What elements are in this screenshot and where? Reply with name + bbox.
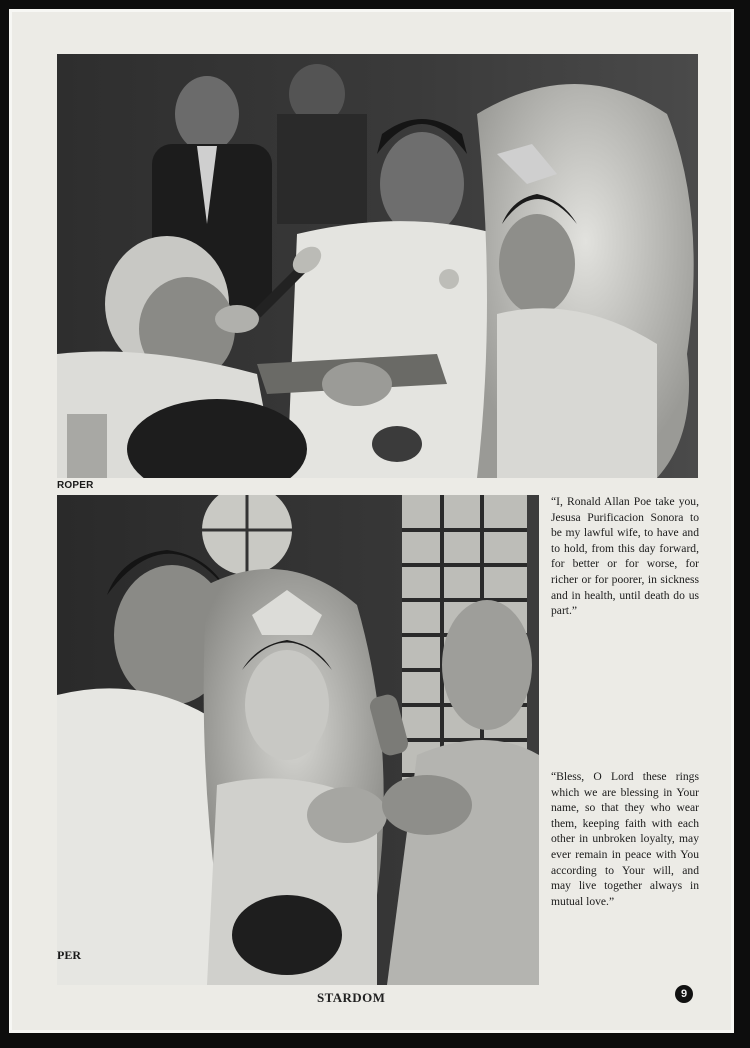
- caption-blessing: “Bless, O Lord these rings which we are blessing in Your name, so that they who wear them, keeping faith with each other in unbroken loyalty, may ever remain in peace with You according to Your will, and may live together always in mutual love.”: [551, 770, 699, 908]
- photo-credit-top: ROPER: [57, 480, 94, 491]
- photo-credit-bottom: PER: [57, 948, 81, 962]
- masthead-text: STARDOM: [317, 990, 386, 1005]
- caption-vows: “I, Ronald Allan Poe take you, Jesusa Purificacion Sonora to be my lawful wife, to have and to hold, from this day forward, for better or for worse, for richer or for poorer, in sickness and in health, until death do us part.”: [551, 495, 699, 618]
- masthead-logo: [317, 990, 385, 1006]
- wedding-photo-bottom: [57, 495, 539, 985]
- page-number-badge: 9: [675, 985, 693, 1003]
- wedding-photo-top-image: [57, 54, 698, 478]
- wedding-photo-bottom-image: [57, 495, 539, 985]
- magazine-page: [9, 9, 734, 1033]
- wedding-photo-top: [57, 54, 698, 478]
